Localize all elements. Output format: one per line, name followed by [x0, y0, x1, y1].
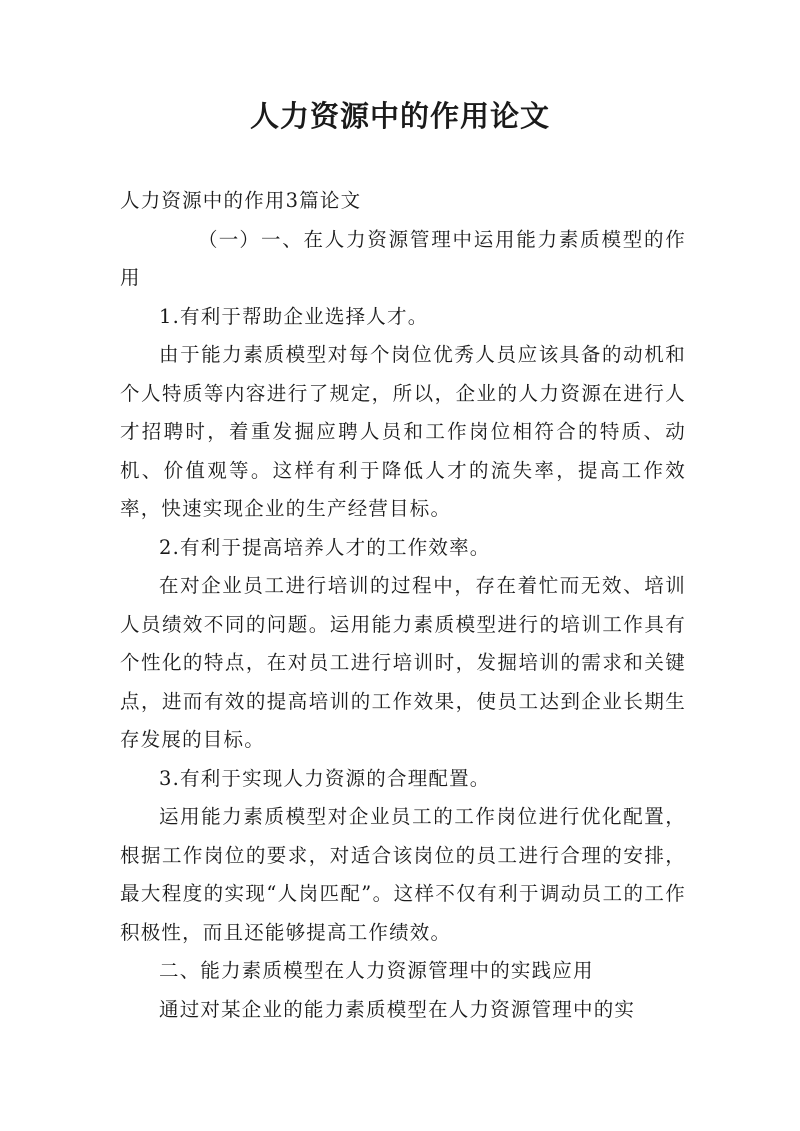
document-body: [120, 182, 686, 1029]
section2-heading: 二、能力素质模型在人力资源管理中的实践应用: [159, 959, 594, 982]
part-number: （一）: [198, 227, 261, 251]
item2-body: 在对企业员工进行培训的过程中，存在着忙而无效、培训人员绩效不同的问题。运用能力素质模型进行的培训工作具有个性化的特点，在对员工进行培训时，发掘培训的需求和关键点，进而有效的提高培训的工作效果，使员工达到企业长期生存发展的目标。: [120, 574, 686, 751]
item3-heading: 3.有利于实现人力资源的合理配置。: [159, 766, 491, 790]
item3-body: 运用能力素质模型对企业员工的工作岗位进行优化配置，根据工作岗位的要求，对适合该岗位的员工进行合理的安排，最大程度的实现“人岗匹配”。这样不仅有利于调动员工的工作积极性，而且还能够提高工作绩效。: [120, 805, 686, 944]
item1-body: 由于能力素质模型对每个岗位优秀人员应该具备的动机和个人特质等内容进行了规定，所以，企业的人力资源在进行人才招聘时，着重发掘应聘人员和工作岗位相符合的特质、动机、价值观等。这样有利于降低人才的流失率，提高工作效率，快速实现企业的生产经营目标。: [120, 343, 686, 520]
item1-heading: 1.有利于帮助企业选择人才。: [159, 304, 429, 328]
section2-body: 通过对某企业的能力素质模型在人力资源管理中的实: [159, 997, 636, 1021]
part-heading: 一、在人力资源管理中运用能力素质模型的作用: [120, 227, 686, 289]
document-title: 人力资源中的作用论文: [249, 99, 550, 133]
intro-line: 人力资源中的作用3篇论文: [120, 189, 362, 212]
part-heading-paragraph: [120, 221, 686, 298]
item2-heading: 2.有利于提高培养人才的工作效率。: [159, 535, 491, 559]
